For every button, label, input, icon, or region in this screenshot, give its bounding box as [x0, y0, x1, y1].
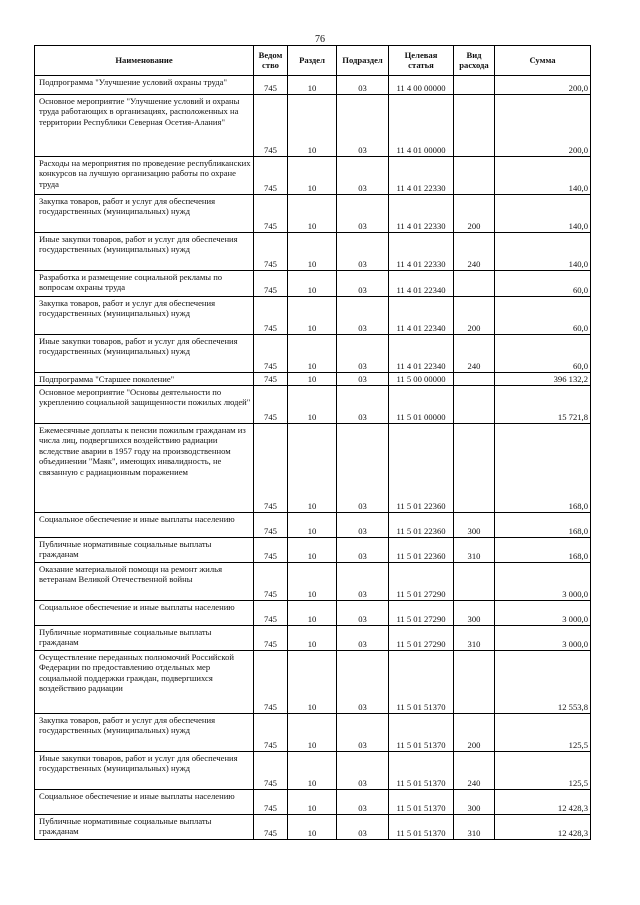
row-sum: 60,0: [495, 335, 591, 373]
table-row: [35, 233, 591, 271]
row-section: 10: [288, 386, 337, 424]
row-target: 11 5 01 27290: [389, 563, 454, 601]
row-target: 11 4 01 00000: [389, 95, 454, 157]
row-type: 200: [454, 297, 495, 335]
row-name: Иные закупки товаров, работ и услуг для обеспечения государственных (муниципальных) нужд: [35, 233, 254, 271]
row-sum: 60,0: [495, 271, 591, 297]
row-section: 10: [288, 563, 337, 601]
row-subsection: 03: [337, 297, 389, 335]
row-subsection: 03: [337, 651, 389, 714]
row-target: 11 5 01 51370: [389, 752, 454, 790]
header-name: Наименование: [35, 46, 254, 76]
budget-table: [34, 45, 591, 840]
row-name: Основное мероприятие "Улучшение условий и охраны труда работающих в организациях, расположенных на территории Республики Северная Осетия-Алания": [35, 95, 254, 157]
row-target: 11 5 00 00000: [389, 373, 454, 386]
row-section: 10: [288, 538, 337, 563]
row-type: [454, 95, 495, 157]
row-sum: 12 428,3: [495, 790, 591, 815]
row-section: 10: [288, 752, 337, 790]
row-type: 200: [454, 714, 495, 752]
row-name: Подпрограмма "Улучшение условий охраны труда": [35, 76, 254, 95]
table-row: [35, 424, 591, 513]
row-subsection: 03: [337, 626, 389, 651]
row-sum: 15 721,8: [495, 386, 591, 424]
row-sum: 3 000,0: [495, 601, 591, 626]
row-target: 11 5 01 00000: [389, 386, 454, 424]
row-name: Социальное обеспечение и иные выплаты населению: [35, 513, 254, 538]
row-section: 10: [288, 651, 337, 714]
row-dept: 745: [254, 714, 288, 752]
table-body: [35, 76, 591, 840]
row-target: 11 4 00 00000: [389, 76, 454, 95]
row-type: 240: [454, 335, 495, 373]
row-type: [454, 424, 495, 513]
row-section: 10: [288, 233, 337, 271]
row-dept: 745: [254, 815, 288, 840]
row-name: Публичные нормативные социальные выплаты гражданам: [35, 538, 254, 563]
table-row: [35, 513, 591, 538]
row-sum: 396 132,2: [495, 373, 591, 386]
row-target: 11 4 01 22340: [389, 335, 454, 373]
row-sum: 168,0: [495, 513, 591, 538]
row-subsection: 03: [337, 373, 389, 386]
row-subsection: 03: [337, 157, 389, 195]
row-target: 11 4 01 22340: [389, 271, 454, 297]
row-name: Основное мероприятие "Основы деятельности по укреплению социальной защищенности пожилых людей": [35, 386, 254, 424]
header-sum: Сумма: [495, 46, 591, 76]
row-section: 10: [288, 157, 337, 195]
row-dept: 745: [254, 157, 288, 195]
row-sum: 3 000,0: [495, 563, 591, 601]
row-name: Социальное обеспечение и иные выплаты населению: [35, 601, 254, 626]
row-dept: 745: [254, 233, 288, 271]
row-name: Публичные нормативные социальные выплаты гражданам: [35, 626, 254, 651]
row-subsection: 03: [337, 195, 389, 233]
row-name: Иные закупки товаров, работ и услуг для обеспечения государственных (муниципальных) нужд: [35, 752, 254, 790]
table-row: [35, 790, 591, 815]
row-dept: 745: [254, 335, 288, 373]
row-target: 11 5 01 51370: [389, 790, 454, 815]
row-type: [454, 271, 495, 297]
row-name: Ежемесячные доплаты к пенсии пожилым гражданам из числа лиц, подвергшихся воздействию радиации вследствие аварии в 1957 году на производственном объединении "Маяк", имеющих инвалидность, не связанную с радиационным поражением: [35, 424, 254, 513]
header-type: Вид расхода: [454, 46, 495, 76]
row-type: [454, 386, 495, 424]
row-subsection: 03: [337, 335, 389, 373]
row-target: 11 4 01 22340: [389, 297, 454, 335]
row-section: 10: [288, 297, 337, 335]
row-dept: 745: [254, 424, 288, 513]
table-row: [35, 538, 591, 563]
row-name: Осуществление переданных полномочий Российской Федерации по предоставлению отдельных мер социальной поддержки граждан, подвергшихся воздействию радиации: [35, 651, 254, 714]
row-subsection: 03: [337, 271, 389, 297]
table-row: [35, 626, 591, 651]
row-target: 11 5 01 22360: [389, 538, 454, 563]
row-dept: 745: [254, 563, 288, 601]
row-type: [454, 651, 495, 714]
row-type: 240: [454, 233, 495, 271]
row-type: [454, 157, 495, 195]
row-subsection: 03: [337, 563, 389, 601]
row-subsection: 03: [337, 386, 389, 424]
table-row: [35, 651, 591, 714]
row-subsection: 03: [337, 790, 389, 815]
row-type: [454, 563, 495, 601]
page-number: 76: [315, 34, 325, 45]
row-dept: 745: [254, 651, 288, 714]
row-dept: 745: [254, 271, 288, 297]
row-section: 10: [288, 76, 337, 95]
row-subsection: 03: [337, 601, 389, 626]
row-subsection: 03: [337, 233, 389, 271]
header-dept: Ведом ство: [254, 46, 288, 76]
row-name: Закупка товаров, работ и услуг для обеспечения государственных (муниципальных) нужд: [35, 297, 254, 335]
row-type: 300: [454, 513, 495, 538]
row-subsection: 03: [337, 538, 389, 563]
table-row: [35, 95, 591, 157]
row-dept: 745: [254, 513, 288, 538]
table-header-row: [35, 46, 591, 76]
row-target: 11 4 01 22330: [389, 195, 454, 233]
table-row: [35, 563, 591, 601]
row-section: 10: [288, 95, 337, 157]
row-dept: 745: [254, 601, 288, 626]
row-type: 310: [454, 626, 495, 651]
table-row: [35, 815, 591, 840]
row-dept: 745: [254, 538, 288, 563]
row-name: Закупка товаров, работ и услуг для обеспечения государственных (муниципальных) нужд: [35, 195, 254, 233]
row-sum: 12 553,8: [495, 651, 591, 714]
row-dept: 745: [254, 95, 288, 157]
table-row: [35, 297, 591, 335]
row-target: 11 4 01 22330: [389, 233, 454, 271]
row-name: Иные закупки товаров, работ и услуг для обеспечения государственных (муниципальных) нужд: [35, 335, 254, 373]
table-row: [35, 157, 591, 195]
header-target: Целевая статья: [389, 46, 454, 76]
row-dept: 745: [254, 752, 288, 790]
row-subsection: 03: [337, 95, 389, 157]
table-row: [35, 601, 591, 626]
row-sum: 140,0: [495, 157, 591, 195]
table-row: [35, 373, 591, 386]
table-row: [35, 386, 591, 424]
table-row: [35, 195, 591, 233]
row-sum: 125,5: [495, 714, 591, 752]
table-row: [35, 271, 591, 297]
row-type: 310: [454, 815, 495, 840]
table-row: [35, 714, 591, 752]
row-type: 300: [454, 601, 495, 626]
row-type: 300: [454, 790, 495, 815]
row-section: 10: [288, 601, 337, 626]
row-target: 11 4 01 22330: [389, 157, 454, 195]
row-dept: 745: [254, 195, 288, 233]
row-dept: 745: [254, 626, 288, 651]
row-section: 10: [288, 424, 337, 513]
row-section: 10: [288, 815, 337, 840]
row-target: 11 5 01 51370: [389, 714, 454, 752]
row-sum: 140,0: [495, 195, 591, 233]
row-target: 11 5 01 27290: [389, 626, 454, 651]
header-section: Раздел: [288, 46, 337, 76]
row-sum: 168,0: [495, 538, 591, 563]
header-subsection: Подраздел: [337, 46, 389, 76]
row-sum: 200,0: [495, 95, 591, 157]
row-section: 10: [288, 626, 337, 651]
row-dept: 745: [254, 386, 288, 424]
row-dept: 745: [254, 373, 288, 386]
row-target: 11 5 01 22360: [389, 513, 454, 538]
row-dept: 745: [254, 76, 288, 95]
row-section: 10: [288, 513, 337, 538]
row-dept: 745: [254, 790, 288, 815]
row-subsection: 03: [337, 815, 389, 840]
row-name: Закупка товаров, работ и услуг для обеспечения государственных (муниципальных) нужд: [35, 714, 254, 752]
row-sum: 12 428,3: [495, 815, 591, 840]
row-section: 10: [288, 335, 337, 373]
row-dept: 745: [254, 297, 288, 335]
row-sum: 125,5: [495, 752, 591, 790]
row-subsection: 03: [337, 752, 389, 790]
row-section: 10: [288, 373, 337, 386]
table-row: [35, 335, 591, 373]
row-section: 10: [288, 195, 337, 233]
row-name: Расходы на мероприятия по проведение республиканских конкурсов на лучшую организацию работы по охране труда: [35, 157, 254, 195]
row-sum: 3 000,0: [495, 626, 591, 651]
row-type: [454, 76, 495, 95]
row-sum: 60,0: [495, 297, 591, 335]
row-section: 10: [288, 714, 337, 752]
table-row: [35, 752, 591, 790]
row-subsection: 03: [337, 513, 389, 538]
row-target: 11 5 01 51370: [389, 815, 454, 840]
row-subsection: 03: [337, 424, 389, 513]
row-name: Подпрограмма "Старшее поколение": [35, 373, 254, 386]
row-subsection: 03: [337, 714, 389, 752]
row-sum: 200,0: [495, 76, 591, 95]
row-subsection: 03: [337, 76, 389, 95]
row-name: Оказание материальной помощи на ремонт жилья ветеранам Великой Отечественной войны: [35, 563, 254, 601]
row-target: 11 5 01 51370: [389, 651, 454, 714]
row-section: 10: [288, 271, 337, 297]
row-type: 200: [454, 195, 495, 233]
row-sum: 168,0: [495, 424, 591, 513]
row-type: 240: [454, 752, 495, 790]
row-type: [454, 373, 495, 386]
row-name: Разработка и размещение социальной рекламы по вопросам охраны труда: [35, 271, 254, 297]
table-row: [35, 76, 591, 95]
row-target: 11 5 01 27290: [389, 601, 454, 626]
row-target: 11 5 01 22360: [389, 424, 454, 513]
row-name: Публичные нормативные социальные выплаты гражданам: [35, 815, 254, 840]
row-sum: 140,0: [495, 233, 591, 271]
row-name: Социальное обеспечение и иные выплаты населению: [35, 790, 254, 815]
row-section: 10: [288, 790, 337, 815]
row-type: 310: [454, 538, 495, 563]
